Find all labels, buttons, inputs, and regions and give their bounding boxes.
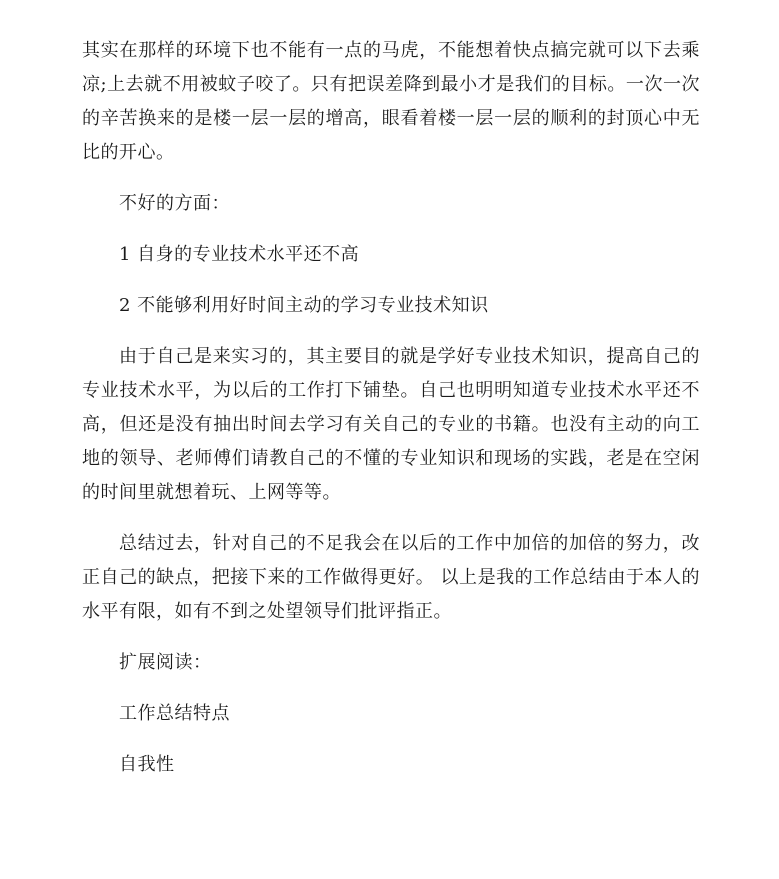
list-item-1: 1 自身的专业技术水平还不高 (119, 244, 360, 265)
paragraph-continuation: 其实在那样的环境下也不能有一点的马虎，不能想着快点搞完就可以下去乘凉;上去就不用被蚊子咬了。只有把误差降到最小才是我们的目标。一次一次的辛苦换来的是楼一层一层的增高，眼看着楼一层一层的顺利的封顶心中无比的开心。 (82, 40, 700, 163)
list-item-2: 2 不能够利用好时间主动的学习专业技术知识 (119, 295, 489, 316)
paragraph-bad-aspects-heading: 不好的方面： (119, 193, 230, 214)
section-heading-self: 自我性 (119, 754, 175, 775)
document-body (82, 34, 700, 782)
section-heading-features: 工作总结特点 (119, 703, 230, 724)
paragraph-conclusion: 总结过去，针对自己的不足我会在以后的工作中加倍的加倍的努力，改正自己的缺点，把接下来的工作做得更好。 以上是我的工作总结由于本人的水平有限，如有不到之处望领导们批评指正。 (82, 533, 700, 622)
extended-reading-heading: 扩展阅读： (119, 652, 212, 673)
paragraph-explanation: 由于自己是来实习的，其主要目的就是学好专业技术知识，提高自己的专业技术水平，为以后的工作打下铺垫。自己也明明知道专业技术水平还不高，但还是没有抽出时间去学习有关自己的专业的书籍。也没有主动的向工地的领导、老师傅们请教自己的不懂的专业知识和现场的实践，老是在空闲的时间里就想着玩、上网等等。 (82, 346, 700, 503)
